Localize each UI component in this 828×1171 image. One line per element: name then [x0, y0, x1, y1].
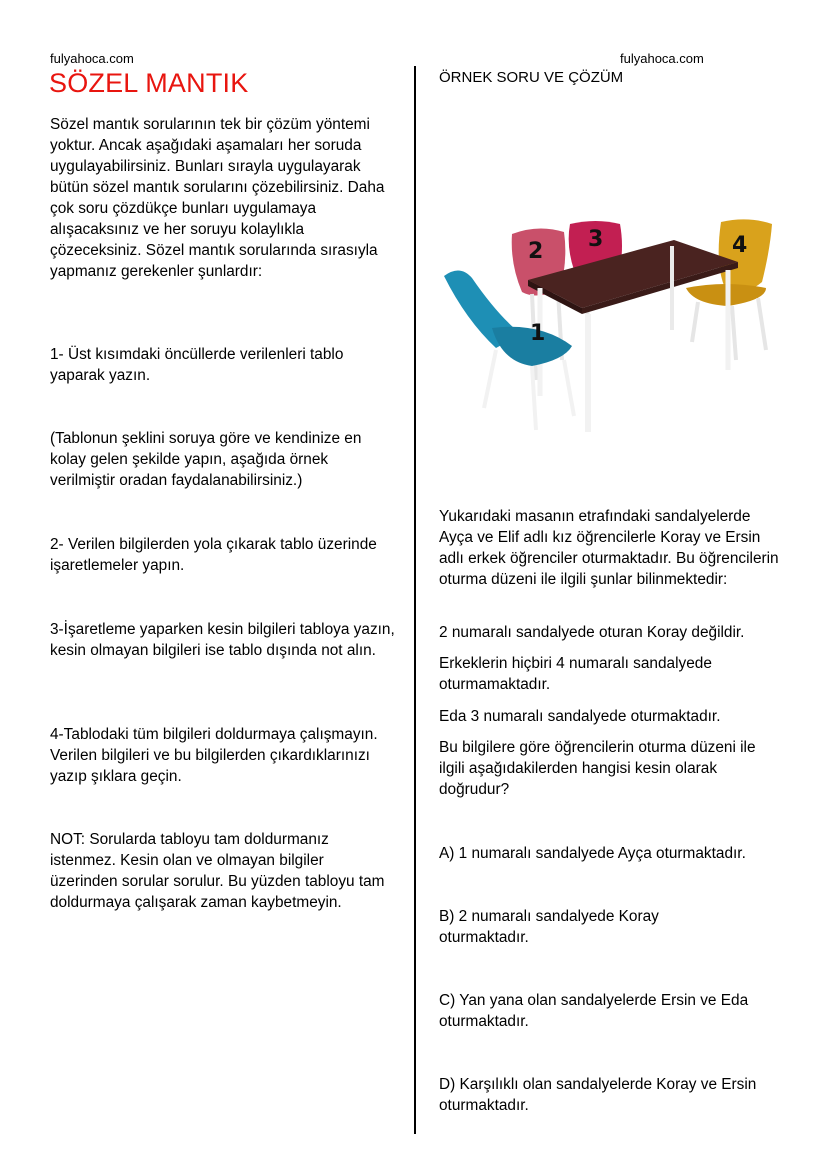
fact-2: Erkeklerin hiçbiri 4 numaralı sandalyede oturmamaktadır. [439, 655, 712, 693]
question-text: Bu bilgilere göre öğrencilerin oturma düzeni ile ilgili aşağıdakilerden hangisi kesin olarak doğrudur? [439, 739, 756, 798]
chair-number-3: 3 [588, 227, 604, 252]
step-3: 3-İşaretleme yaparken kesin bilgileri tabloya yazın, kesin olmayan bilgileri ise tablo dışında not alın. [50, 621, 395, 659]
column-divider [414, 66, 416, 1134]
chair-number-1: 1 [530, 321, 546, 346]
table-chairs-illustration [436, 210, 784, 460]
chair-number-4: 4 [732, 233, 748, 258]
option-d[interactable]: D) Karşılıklı olan sandalyelerde Koray ve Ersin oturmaktadır. [439, 1076, 757, 1114]
intro-paragraph: Sözel mantık sorularının tek bir çözüm yöntemi yoktur. Ancak aşağıdaki aşamaları her soruda uygulayabilirsiniz. Bunları sırayla uygulayarak bütün sözel mantık sorularını çözebilirsiniz. Daha çok soru çözdükçe bunları uygulamaya alışacaksınız ve her soruyu kolaylıkla çözeceksiniz. Sözel mantık sorularında sırasıyla yapmanız gerekenler şunlardır: [50, 116, 385, 280]
chair-number-2: 2 [528, 239, 544, 264]
option-b[interactable]: B) 2 numaralı sandalyede Koray oturmaktadır. [439, 908, 659, 946]
question-intro: Yukarıdaki masanın etrafındaki sandalyelerde Ayça ve Elif adlı kız öğrencilerle Koray ve Ersin adlı erkek öğrenciler oturmaktadır. Bu öğrencilerin oturma düzeni ile ilgili şunlar bilinmektedir: [439, 508, 779, 588]
fact-1: 2 numaralı sandalyede oturan Koray değildir. [439, 624, 745, 641]
site-name-right: fulyahoca.com [620, 51, 704, 66]
fact-3: Eda 3 numaralı sandalyede oturmaktadır. [439, 708, 721, 725]
page-title: SÖZEL MANTIK [49, 68, 249, 98]
option-c[interactable]: C) Yan yana olan sandalyelerde Ersin ve Eda oturmaktadır. [439, 992, 749, 1030]
example-title: ÖRNEK SORU VE ÇÖZÜM [439, 69, 624, 86]
option-a[interactable]: A) 1 numaralı sandalyede Ayça oturmaktadır. [439, 845, 746, 862]
step-4: 4-Tablodaki tüm bilgileri doldurmaya çalışmayın. Verilen bilgileri ve bu bilgilerden çıkardıklarınızı yazıp şıklara geçin. [50, 726, 378, 785]
step-2: 2- Verilen bilgilerden yola çıkarak tablo üzerinde işaretlemeler yapın. [50, 536, 377, 574]
step-1-note: (Tablonun şeklini soruya göre ve kendinize en kolay gelen şekilde yapın, aşağıda örnek verilmiştir oradan faydalanabilirsiniz.) [50, 430, 362, 489]
site-name-left: fulyahoca.com [50, 51, 134, 66]
step-1: 1- Üst kısımdaki öncüllerde verilenleri tablo yaparak yazın. [50, 346, 344, 384]
note-paragraph: NOT: Sorularda tabloyu tam doldurmanız istenmez. Kesin olan ve olmayan bilgiler üzerinden sorular sorulur. Bu yüzden tabloyu tam doldurmaya çalışarak zaman kaybetmeyin. [50, 831, 385, 911]
